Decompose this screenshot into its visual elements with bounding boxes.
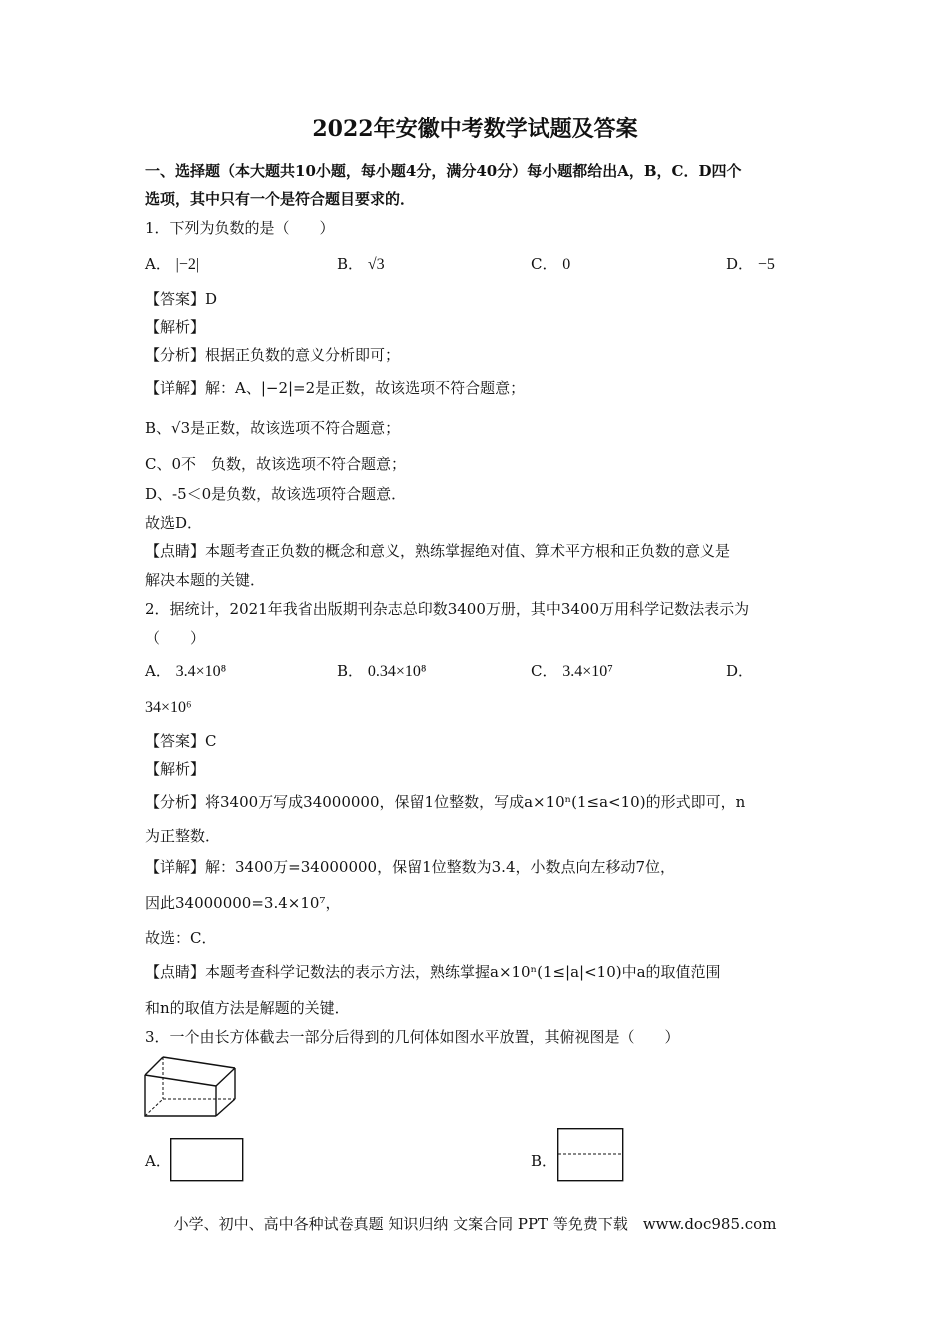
q2-comment-line1: 【点睛】本题考查科学记数法的表示方法，熟练掌握a×10ⁿ(1≤|a|<10)中a的取值范围 [145,963,721,981]
q1-option-b-label: B． [337,255,364,273]
q1-comment-line1: 【点睛】本题考查正负数的概念和意义，熟练掌握绝对值、算术平方根和正负数的意义是 [145,542,731,560]
q1-option-b-expr: √3 [367,256,385,273]
q1-option-a-expr: |−2| [175,256,200,273]
q1-analysis-tag: 【解析】 [145,318,206,336]
q2-answer: 【答案】C [145,732,217,750]
q1-option-c-expr: 0 [562,256,571,273]
q3-solid-figure [144,1056,236,1118]
q2-option-b-expr: 0.34×10⁸ [367,663,427,680]
q2-option-a [145,661,226,682]
q2-option-d-expr: 34×10⁶ [145,699,192,716]
q1-detail-c: C、0不 负数，故该选项不符合题意； [145,455,407,473]
q3-option-b-label: B． [531,1152,558,1170]
q1-analysis: 【分析】根据正负数的意义分析即可； [145,346,401,364]
q2-comment-line2: 和n的取值方法是解题的关键． [145,999,350,1017]
q1-comment-line2: 解决本题的关键． [145,571,266,589]
q3-option-a-figure [170,1138,244,1182]
page-title: 2022年安徽中考数学试题及答案 [312,116,638,142]
q1-stem: 1．下列为负数的是（ ） [145,219,335,237]
q2-conclusion: 故选：C． [145,929,217,947]
q2-option-b-label: B． [337,662,364,680]
q2-option-a-expr: 3.4×10⁸ [175,663,227,680]
q1-option-a [145,254,199,275]
q1-conclusion: 故选D． [145,514,203,532]
q3-option-b-figure [557,1128,624,1182]
q3-option-a-label: A． [145,1152,171,1170]
section-header-line2: 选项，其中只有一个是符合题目要求的． [145,190,416,208]
q1-option-d [726,254,775,275]
q2-stem-line1: 2．据统计，2021年我省出版期刊杂志总印数3400万册，其中3400万用科学记数法表示为 [145,600,750,618]
q2-detail-line1: 【详解】解：3400万=34000000，保留1位整数为3.4，小数点向左移动7位， [145,858,676,876]
q2-detail-line2: 因此34000000=3.4×10⁷， [145,894,341,912]
q2-analysis-line1: 【分析】将3400万写成34000000，保留1位整数，写成a×10ⁿ(1≤a<10)的形式即可，n [145,793,746,811]
q1-detail-b: B、√3是正数，故该选项不符合题意； [145,419,401,437]
q1-option-c [531,254,570,275]
q1-option-d-label: D． [726,255,754,273]
q1-detail-a: 【详解】解：A、|−2|=2是正数，故该选项不符合题意； [145,379,526,397]
q2-option-c-expr: 3.4×10⁷ [562,663,613,680]
q1-detail-d: D、-5＜0是负数，故该选项符合题意． [145,485,407,503]
q1-option-a-label: A． [145,255,171,273]
q2-option-c [531,661,613,682]
q1-option-c-label: C． [531,255,558,273]
q2-option-c-label: C． [531,662,558,680]
q2-option-a-label: A． [145,662,171,680]
section-header-line1: 一、选择题（本大题共10小题，每小题4分，满分40分）每小题都给出A，B，C．D四个 [145,162,742,180]
q2-option-d-label: D． [726,662,754,680]
q2-option-b [337,661,426,682]
q2-stem-line2: （ ） [145,629,206,647]
page-footer: 小学、初中、高中各种试卷真题 知识归纳 文案合同 PPT 等免费下载 www.doc985.com [173,1215,777,1233]
q2-analysis-line2: 为正整数． [145,827,221,845]
q3-stem: 3．一个由长方体截去一部分后得到的几何体如图水平放置，其俯视图是（ ） [145,1028,680,1046]
q1-option-d-expr: −5 [757,256,775,273]
q1-answer: 【答案】D [145,290,218,308]
q1-option-b [337,254,385,275]
q2-analysis-tag: 【解析】 [145,760,206,778]
